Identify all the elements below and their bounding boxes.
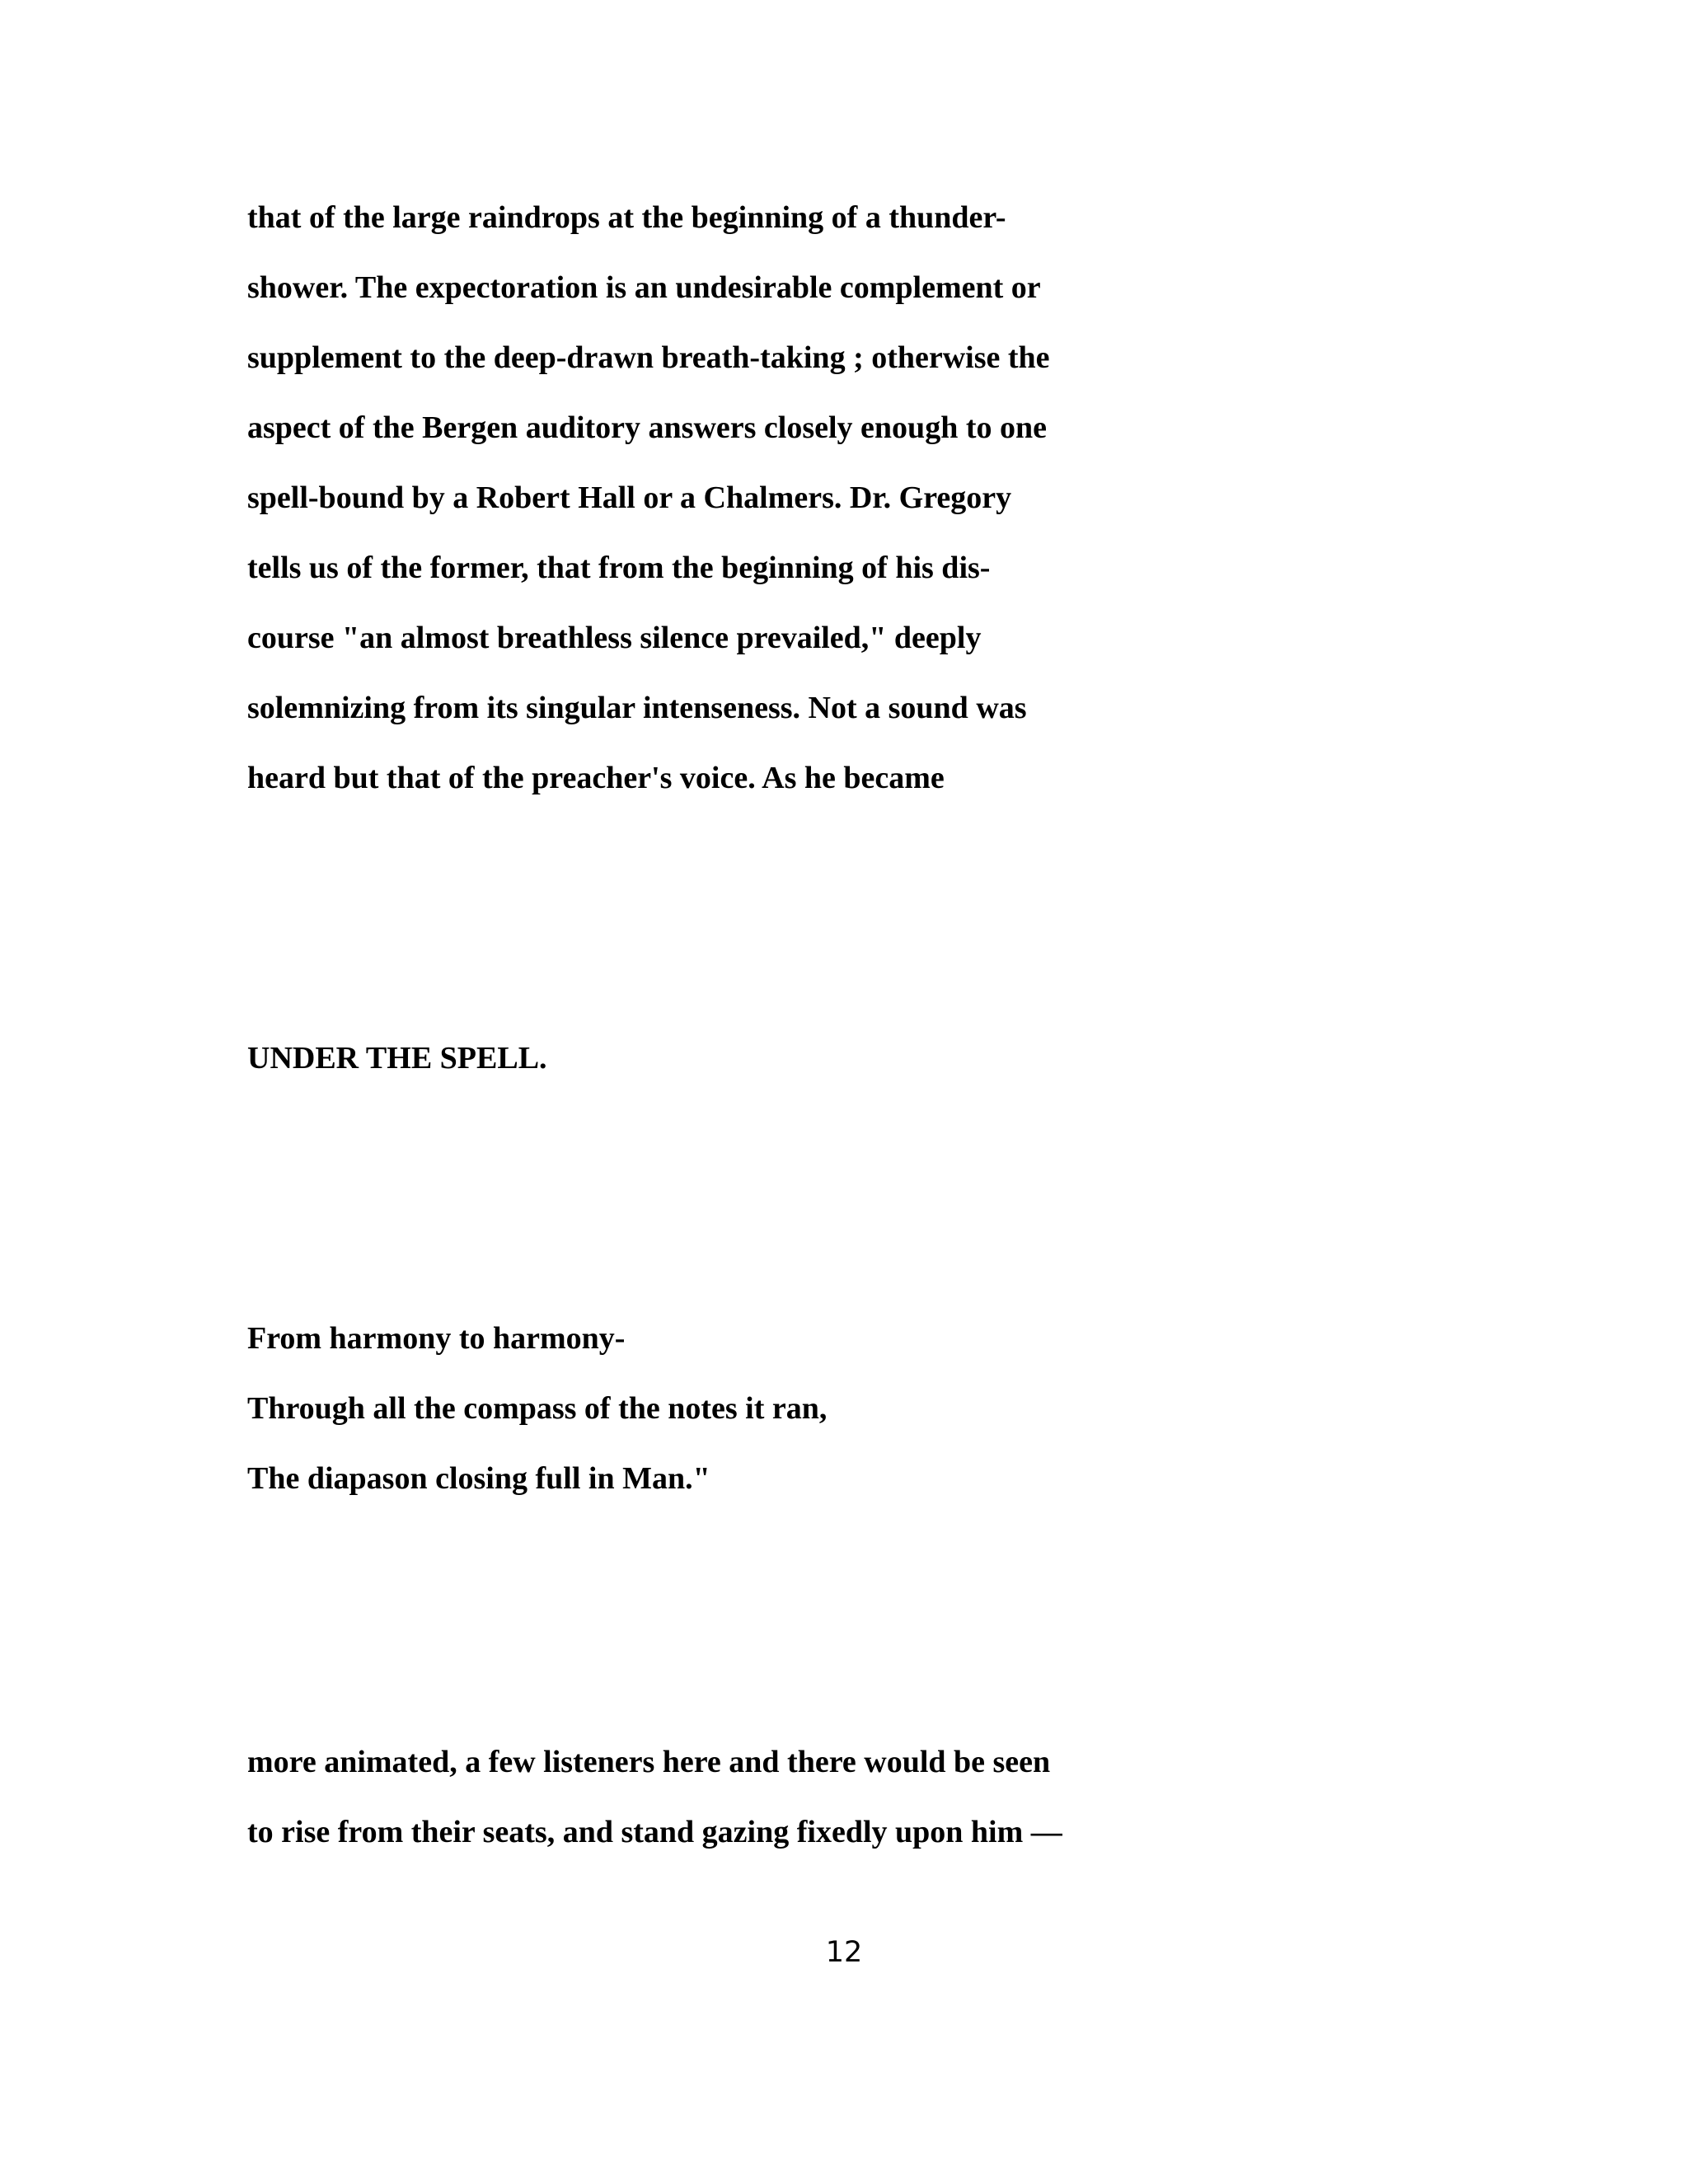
paragraph-line: that of the large raindrops at the beginning of a thunder-: [247, 200, 1006, 235]
paragraph-line: shower. The expectoration is an undesirable complement or: [247, 270, 1041, 305]
paragraph-line: course "an almost breathless silence prevailed," deeply: [247, 621, 982, 655]
verse-line: Through all the compass of the notes it ran,: [247, 1391, 828, 1426]
verse-line: From harmony to harmony-: [247, 1321, 626, 1356]
paragraph-2: [247, 1727, 1442, 1868]
page-number: 12: [825, 1936, 863, 1969]
verse-block: [247, 1304, 1442, 1514]
paragraph-line: more animated, a few listeners here and there would be seen: [247, 1745, 1051, 1779]
paragraph-line: tells us of the former, that from the beginning of his dis-: [247, 551, 991, 585]
paragraph-line: solemnizing from its singular intenseness. Not a sound was: [247, 691, 1027, 725]
paragraph-line: to rise from their seats, and stand gazing fixedly upon him —: [247, 1815, 1062, 1849]
paragraph-line: heard but that of the preacher's voice. As he became: [247, 761, 945, 795]
heading-text: UNDER THE SPELL.: [247, 1041, 547, 1076]
paragraph-line: spell-bound by a Robert Hall or a Chalmers. Dr. Gregory: [247, 480, 1012, 515]
paragraph-line: aspect of the Bergen auditory answers closely enough to one: [247, 410, 1047, 445]
paragraph-line: supplement to the deep-drawn breath-taking ; otherwise the: [247, 340, 1050, 375]
verse-line: The diapason closing full in Man.": [247, 1461, 710, 1496]
section-heading: [247, 1024, 1442, 1094]
paragraph-1: [247, 183, 1442, 813]
